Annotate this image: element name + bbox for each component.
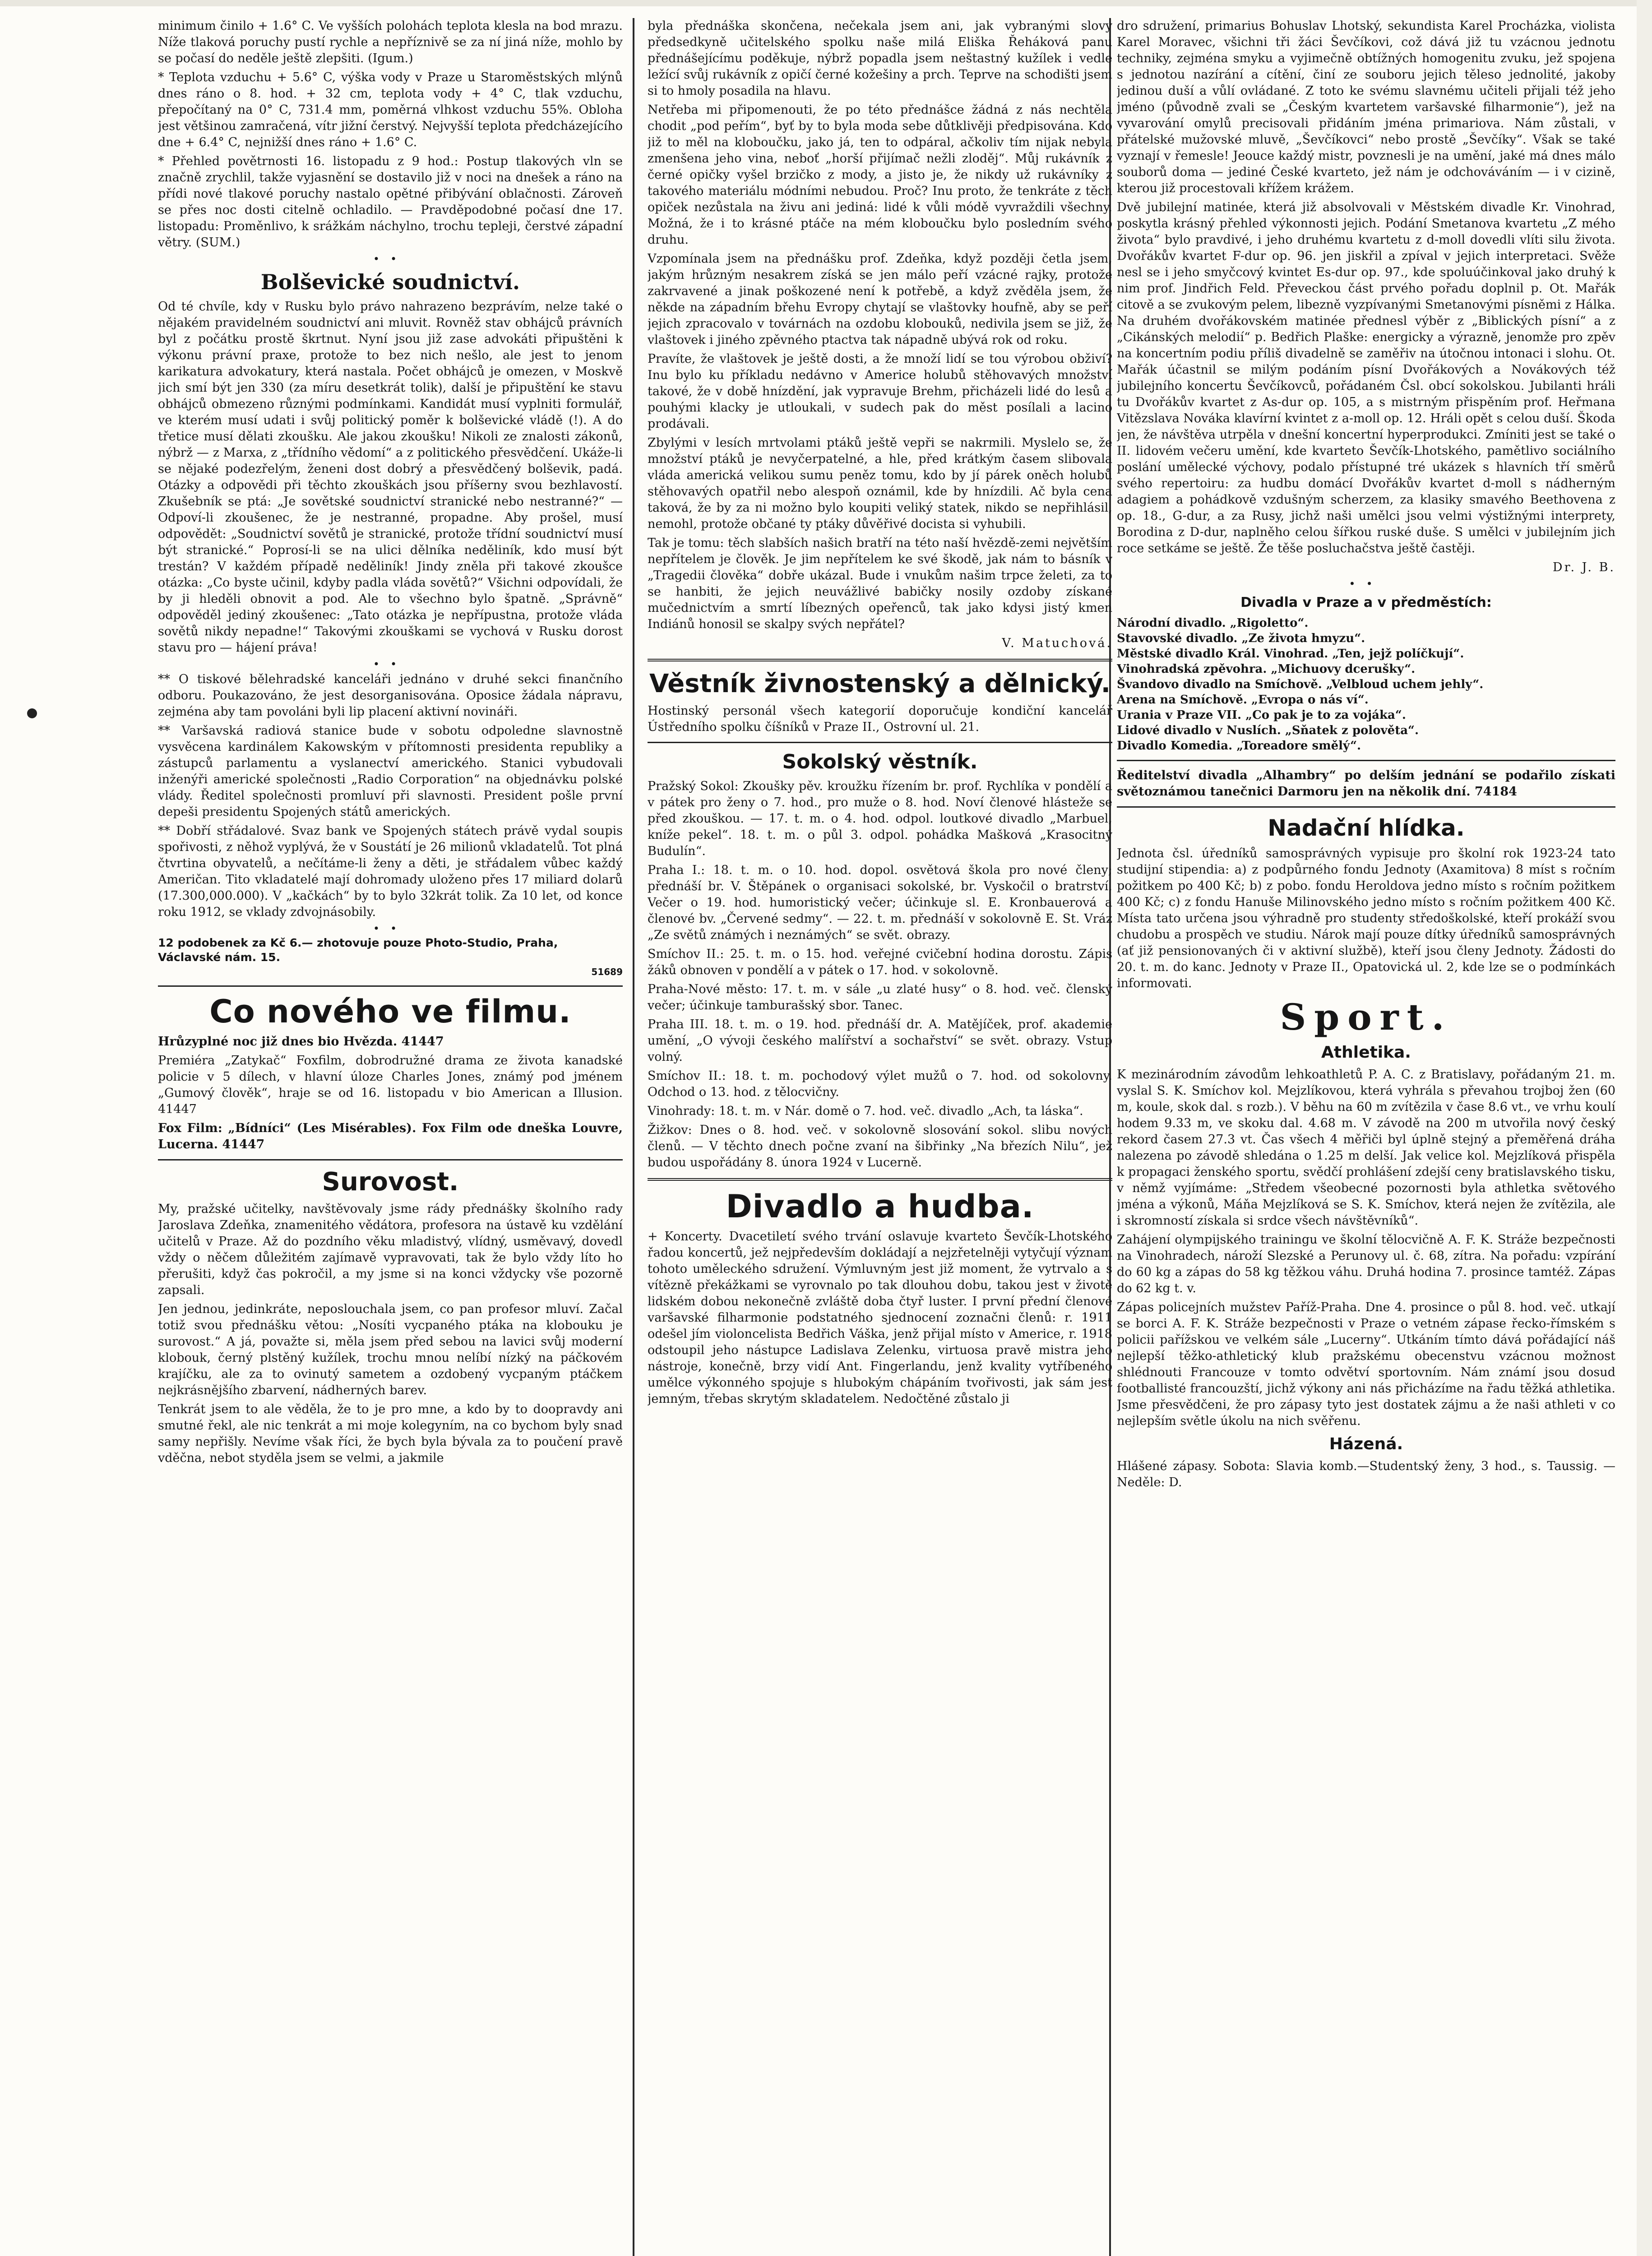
advertisement: Ředitelství divadla „Alhambry“ po delším jednání se podařilo získati světoznámou tanečnici Darmoru jen na několik dní. 74184 (1117, 768, 1615, 799)
theatre-listing: Arena na Smíchově. „Evropa o nás ví“. (1117, 693, 1369, 707)
divider (1117, 760, 1615, 761)
article-body: Netřeba mi připomenouti, že po této přednášce žádná z nás nechtěla chodit „pod peřím“, byť by to byla moda sebe důtklivěji předpisována. Kdo již to měl na kloboučku, jako já, ten to odpáral, ačkoliv tím nijak nebyla zmenšena jeho vina, neboť „horší přijímač nežli zloděj“. Můj rukávník z černé opičky vyšel brzičko z mody, a jisto je, že nikdy už rukávníky z takového materiálu módními nebudou. Proč? Inu proto, že tenkráte z těch opiček nezůstala na živu ani jediná: lidé k vůli módě vyvraždili všechny. Možná, že i to krásné ptáče na mém kloboučku bylo posledním svého druhu. (648, 103, 1112, 247)
section-headline: Sokolský věstník. (782, 750, 978, 773)
round-bullet-icon (27, 708, 37, 718)
divider (1117, 806, 1615, 808)
divider (158, 985, 623, 987)
article-body: Vzpomínala jsem na přednášku prof. Zdeňka, když později četla jsem, jakým hrůzným nesakrem získá se jen málo peří vzácné rajky, protože zakrvavené a jinak poškozené není k potřebě, a když zvěděla jsem, že někde na západním břehu Evropy chytají se vlaštovky houfně, aby se peří jejich zpracovalo v továrnách na ozdobu klobouků, nedivila jsem se již, že vlaštovek i jiného zpěvného ptactva tak nápadně ubývá rok od roku. (648, 252, 1112, 347)
dot-ornament-icon: •• (373, 253, 408, 265)
theatre-listing: Švandovo divadlo na Smíchově. „Velbloud uchem jehly“. (1117, 678, 1484, 691)
divider (158, 1159, 623, 1160)
film-item: Fox Film: „Bídníci“ (Les Misérables). Fox Film ode dneška Louvre, Lucerna. 41447 (158, 1121, 623, 1151)
column-left (158, 18, 623, 2256)
sokol-item: Pražský Sokol: Zkoušky pěv. kroužku řízením br. prof. Rychlíka v pondělí a v pátek pro ženy o 7. hod., pro muže o 8. hod. Noví členové hlásteže se před zkouškou. — 17. t. m. o 4. hod. odpol. loutkové divadlo „Marbuel, kníže pekel“. 18. t. m. o půl 3. odpol. pohádka Mašková „Krasocitný Budulín“. (648, 779, 1112, 858)
sokol-item: Smíchov II.: 25. t. m. o 15. hod. veřejné cvičební hodina dorostu. Zápis žáků obnoven v pondělí a v pátek o 17. hod. v sokolovně. (648, 947, 1112, 977)
article-body: K mezinárodním závodům lehkoathletů P. A. C. z Bratislavy, pořádaným 21. m. vyslal S. K. Smíchov kol. Mejzlíkovou, která vyhrála s převahou trojboj žen (60 m, koule, skok dal. s rozb.). V běhu na 60 m zvítězila v čase 8.6 vt., ve vrhu koulí hodem 9.33 m, ve skoku dal. 4.68 m. V závodě na 200 m utvořila nový český rekord časem 27.3 vt. Čas všech 4 měřiči byl úplně stejný a přeměřená dráha nalezena po závodě shledána o 1.25 m delší. Jak velice kol. Mejzlíková přispěla k propagaci ženského sportu, svědčí prohlášení zdejší ceny bratislavského tisku, v němž vyjímáme: „Středem všeobecné pozornosti byla athletka světového jména a výkonů, Máňa Mejzlíková se S. K. Smíchov, která nejen že zvítězila, ale i skromností získala si srdce všech návštěvníků“. (1117, 1068, 1615, 1228)
news-item: ** Varšavská radiová stanice bude v sobotu odpoledne slavnostně vysvěcena kardinálem Kakowským v přítomnosti presidenta republiky a zástupců parlamentu a vyslanectví amerického. Stanici vybudovali inženýři americké společnosti „Radio Corporation“ na objednávku polské vlády. Ředitel společnosti promluví při slavnosti. President pošle první depeši presidentu Spojených států amerických. (158, 724, 623, 819)
theatre-listing: Divadlo Komedia. „Toreadore smělý“. (1117, 739, 1361, 753)
scan-edge-top (0, 0, 1652, 6)
theatre-listing: Vinohradská zpěvohra. „Michuovy dcerušky“. (1117, 662, 1416, 676)
news-item: ** Dobří střádalové. Svaz bank ve Spojených státech právě vydal soupis spořivosti, z něhož vyplývá, že v Soustátí je 26 milionů vkladatelů. Tot plná čtvrtina obyvatelů, a nečítáme-li ženy a děti, je střádalem vůbec každý Američan. Tito vkladatelé mají dohromady uloženo přes 17 miliard dolarů (17.300,000.000). V „kačkách“ by to bylo 32krát tolik. Za 10 let, od konce roku 1912, se vklady zdvojnásobily. (158, 824, 623, 919)
article-body: byla přednáška skončena, nečekala jsem ani, jak vybranými slovy předsedkyně učitelského spolku naše milá Eliška Řeháková panu přednášejícímu poděkuje, nýbrž popadla jsem neštastný kužílek i vedle ležící svůj rukávník z opičí černé kožešiny a prch. Teprve na schodišti jsem si to hmoly posadila na hlavu. (648, 19, 1112, 98)
theatre-listing: Stavovské divadlo. „Ze života hmyzu“. (1117, 632, 1365, 645)
divider (648, 659, 1112, 661)
article-body: Tenkrát jsem to ale věděla, že to je pro mne, a kdo by to doopravdy ani smutné řekl, ale nic tenkrát a mi moje kolegyním, na co bychom byly snad samy nepřišly. Nevíme však říci, že bych byla bývala za to poučení pravě vděčna, nebot styděla jsem se velmi, a jakmile (158, 1402, 623, 1465)
sokol-item: Smíchov II.: 18. t. m. pochodový výlet mužů o 7. hod. od sokolovny. Odchod o 13. hod. z tělocvičny. (648, 1069, 1112, 1099)
article-headline: Surovost. (322, 1167, 459, 1197)
subsection-headline: Házená. (1329, 1435, 1403, 1453)
advertisement: 12 podobenek za Kč 6.— zhotovuje pouze Photo-Studio, Praha, Václavské nám. 15. (158, 936, 558, 964)
film-item: Premiéra „Zatykač“ Foxfilm, dobrodružné drama ze života kanadské policie v 5 dílech, v hlavní úloze Charles Jones, známý pod jménem „Gumový člověk“, hraje se od 16. listopadu v bio American a Illusion. 41447 (158, 1054, 623, 1116)
divider (648, 1178, 1112, 1181)
article-body: Od té chvíle, kdy v Rusku bylo právo nahrazeno bezprávím, nelze také o nějakém pravidelném soudnictví ani mluvit. Rovněž stav obhájců právních byl z počátku prostě škrtnut. Nyní jsou již zase advokáti připuštěni k výkonu právní praxe, protože to bez nich nešlo, ale jest to jenom karikatura advokatury, která nastala. Počet obhájců je omezen, v Moskvě jich smí být jen 330 (za míru desetkrát tolik), další je připuštění ke stavu obhájců obmezeno různými podmínkami. Kandidát musí vyplniti formulář, ve kterém musí udati i svůj politický poměr k bolševické vládě (!). A do třetice musí dělati zkoušku. Ale jakou zkoušku! Nikoli ze znalosti zákonů, nýbrž — z Marxa, z „třídního vědomí“ a z politického přesvědčení. Ukáže-li se nějaké podezřelým, ženeni dost dobrý a přesvědčený bolševik, padá. Otázky a odpovědi při těchto zkouškách jsou příšerny svou bezhlavostí. Zkušebník se ptá: „Je sovětské soudnictví stranické nebo nestranné?“ — Odpoví-li zkoušenec, že je nestranné, propadne. Aby prošel, musí odpovědět: „Soudnictví sovětů je stranické, protože třídní soudnictví musí být stranické.“ Poprosí-li se na ulici dělníka neděliník, kdo musí být trestán? V každém případě neděliník! Jindy zněla při takové zkoušce otázka: „Co byste učinil, kdyby padla vláda sovětů?“ Všichni odpovídali, že by ji hleděli obnovit a pod. Ale to všechno bylo špatně. „Správně“ odpověděl jediný zkoušenec: „Tato otázka je nepřípustna, protože vláda sovětů nikdy nepadne!“ Takovými zkouškami se vychová v Rusku dorost stavu pro — hájení práva! (158, 300, 623, 655)
dot-ornament-icon: •• (1349, 578, 1384, 590)
scan-edge-right (1637, 0, 1652, 2256)
weather-report: minimum činilo + 1.6° C. Ve vyšších polohách teplota klesla na bod mrazu. Níže tlaková poruchy pustí rychle a nepříznivě se za ní jiná níže, mohlo by se počasí do neděle ještě zlepšiti. (Igum.) (158, 19, 623, 65)
weather-report: * Teplota vzduchu + 5.6° C, výška vody v Praze u Staroměstských mlýnů dnes ráno o 8. hod. + 32 cm, teplota vody + 4° C, tlak vzduchu, přepočítaný na 0° C, 731.4 mm, poměrná vlhkost vzduchu 55%. Obloha jest většinou zamračená, vítr jižní čerstvý. Nejvyšší teplota předcházejícího dne + 6.4° C, nejnižší dnes ráno + 1.6° C. (158, 70, 623, 149)
sokol-item: Praha I.: 18. t. m. o 10. hod. dopol. osvětová škola pro nové členy; přednáší br. V. Štěpánek o organisaci sokolské, br. Vyskočil o bratrství. Večer o 19. hod. humoristický večer; účinkuje sl. E. Kronbauerová a členové bv. „Červené sedmy“. — 22. t. m. přednáší v sokolovně E. St. Vráz „Ze světů známých i neznámých“ se svět. obrazy. (648, 863, 1112, 942)
theatre-listing: Národní divadlo. „Rigoletto“. (1117, 616, 1309, 630)
divider (648, 742, 1112, 743)
article-body: My, pražské učitelky, navštěvovaly jsme rády přednášky školního rady Jaroslava Zdeňka, znamenitého vědátora, profesora na ústavě ku vzdělání učitelů v Praze. Až do pozdního věku mladistvý, vlídný, usměvavý, dovedl vždy o něčem důležitém zajímavě vypravovati, tak že bylo vždy líto ho přerušiti, když čas pokročil, a my jsme si na konci vždycky vše pozorně zapsali. (158, 1202, 623, 1297)
article-body: Jednota čsl. úředníků samosprávných vypisuje pro školní rok 1923-24 tato studijní stipendia: a) z podpůrného fondu Jednoty (Axamitova) 8 míst s ročním požitkem po 400 Kč; b) z pobo. fondu Heroldova jedno místo s ročním požitkem 400 Kč; c) z fondu Hanuše Milinovského jedno místo s ročním požitkem 400 Kč. Místa tato určena jsou výhradně pro studenty středoškolské, kteří prokáží svou chudobu a prospěch ve studiu. Nárok mají pouze dítky úředníků samosprávných (ať již pensionovaných či v aktivní službě), kteří jsou členy Jednoty. Žádosti do 20. t. m. do kanc. Jednoty v Praze II., Opatovická ul. 2, kde lze se o podmínkách informovati. (1117, 846, 1615, 990)
sokol-item: Praha III. 18. t. m. o 19. hod. přednáší dr. A. Matějíček, prof. akademie umění, „O vývoji českého malířství a sochařství“ se svět. obrazy. Vstup volný. (648, 1017, 1112, 1064)
sokol-item: Praha-Nové město: 17. t. m. v sále „u zlaté husy“ o 8. hod. več. členský večer; účinkuje tamburašský sbor. Tanec. (648, 982, 1112, 1012)
article-body: Dvě jubilejní matinée, která již absolvovali v Městském divadle Kr. Vinohrad, poskytla krásný přehled výkonnosti jejich. Podání Smetanova kvartetu „Z mého života“ bylo pravdivé, i jeho druhému kvartetu z d-moll dovedli vlíti silu života. Dvořákův kvartet F-dur op. 96. jen jiskřil a zpíval v jejich interpretaci. Svěže nesl se i jeho smyčcový kvintet Es-dur op. 97., kde spoluúčinkoval jako druhý k nim prof. Jindřich Feld. Převeckou část prvého pořadu doplnil p. Ot. Mařák citově a se zvukovým pelem, libezně vyzpívanými Smetanovými písněmi z Hálka. Na druhém dvořákovském matinée přednesl výběr z „Biblických písní“ a z „Cikánských melodií“ p. Bedřich Plaške: energicky a výrazně, jenomže pro zpěv na koncertním podiu příliš divadelně se zaměřiv na útočnou intonaci i slohu. Ot. Mařák účastnil se milým podáním písní Dvořákových a Novákových též jubilejního koncertu Ševčíkovců, pořádaném Čsl. obcí sokolskou. Jubilanti hráli tu Dvořákův kvartet z As-dur op. 105, a s mistrným přispěním prof. Heřmana Vitězslava Nováka klavírní kvintet z a-moll op. 12. Hráli opět s celou duší. Škoda jen, že návštěva utrpěla v dnešní koncertní hyperprodukci. Zmíniti jest se také o II. lidovém večeru umění, kde kvarteto Ševčík-Lhotského, pamětlivo sociálního poslání umělecké výchovy, podalo přístupné tré ukázek s hlavních tří směrů svého repertoiru: za hudbu domácí Dvořákův kvartet d-moll s nádherným adagiem a pohádkově vzdušným scherzem, za klasiky smavého Beethovena z op. 18., G-dur, a za Rusy, jichž naši umělci jsou velmi výstižnými interprety, Borodina z D-dur, naplněho celou šířkou ruské duše. S umělci v jubilejním jich roce setkáme se ještě. Že těše posluchačstva ještě častěji. (1117, 200, 1615, 555)
theatre-listing: Urania v Praze VII. „Co pak je to za vojáka“. (1117, 708, 1406, 722)
sokol-item: Žižkov: Dnes o 8. hod. več. v sokolovně slosování sokol. slibu nových členů. — V těchto dnech počne zvaní na šibřinky „Na březích Nilu“, jež budou uspořádány 8. února 1924 v Lucerně. (648, 1123, 1112, 1170)
article-body: Zbylými v lesích mrtvolami ptáků ještě vepři se nakrmili. Myslelo se, že množství ptáků je nevyčerpatelné, a hle, před krátkým časem slibovala vláda americká velikou sumu peněz tomu, kdo by jí párek oněch holubů stěhovavých opatřil nebo alespoň oznámil, kde by hnízdili. Ač byla cena taková, že by za ni možno bylo koupiti veliký statek, nikdo se nepřihlásil, nemohl, protože občané ty ptáky důvěřivé docista si vyhubili. (648, 436, 1112, 531)
article-body: Jen jednou, jedinkráte, neposlouchala jsem, co pan profesor mluví. Začal totiž svou přednášku větou: „Nosíti vycpaného ptáka na klobouku je surovost.“ A já, považte si, měla jsem před sebou na lavici svůj moderní klobouk, černý plstěný kužílek, trochu mnou nelíbí nízký na páčkovém krajíčku, ale za to ovinutý sametem a ozdobený vycpaným ptáčkem nejkrásnějšího zbarvení, nádherných barev. (158, 1302, 623, 1397)
theatre-listing: Lidové divadlo v Nuslích. „Sňatek z polověta“. (1117, 724, 1419, 737)
column-middle (648, 18, 1112, 2256)
article-body: Hlášené zápasy. Sobota: Slavia komb.—Studentský ženy, 3 hod., s. Taussig. — Neděle: D. (1117, 1459, 1615, 1489)
section-headline: Divadlo a hudba. (726, 1188, 1034, 1225)
article-body: Zahájení olympijského trainingu ve školní tělocvičně A. F. K. Stráže bezpečnosti na Vinohradech, nároží Slezské a Perunovy ul. č. 68, zítra. Na pořadu: vzpírání do 60 kg a zápas do 58 kg těžkou váhu. Druhá hodina 7. prosince tamtéž. Zápas do 62 kg t. v. (1117, 1233, 1615, 1295)
dot-ornament-icon: •• (373, 922, 408, 935)
theatre-listing: Městské divadlo Král. Vinohrad. „Ten, jejž políčkují“. (1117, 647, 1464, 661)
section-headline: Věstník živnostenský a dělnický. (649, 669, 1111, 698)
section-headline: Co nového ve filmu. (209, 993, 571, 1030)
article-headline: Bolševické soudnictví. (260, 270, 520, 294)
author-signature: Dr. J. B. (1552, 560, 1615, 574)
article-body: dro sdružení, primarius Bohuslav Lhotský, sekundista Karel Procházka, violista Karel Moravec, všichni tři žáci Ševčíkovi, což dává již tu vzácnou jednotu techniky, zejména smyku a vyjimečně obtížných homogenitu zvuku, jež spojena s jednotou nazírání a cítění, činí ze souboru jejich těleso jednolité, jakoby jedinou duší a vůlí ovládané. Z toto ke svému slavnému učiteli přijali též jeho jméno (původně zvali se „Českým kvartetem varšavské filharmonie“), jež na vyvarování omylů precisovali přidáním jména primariova. Nám zůstali, v přátelské mužovské mluvě, „Ševčíkovci“ nebo prostě „Ševčíky“. Však se také vyznají v řemesle! Jeouce každý mistr, povznesli je na umění, jaké má dnes málo souborů doma — jediné České kvarteto, jež nám je odchováváním — i v cizině, kterou již procestovali křížem krážem. (1117, 19, 1615, 195)
dot-ornament-icon: •• (373, 658, 408, 670)
article-body: Zápas policejních mužstev Paříž-Praha. Dne 4. prosince o půl 8. hod. več. utkají se borci A. F. K. Stráže bezpečnosti v Praze o vetném zápase řecko-římském s policii pařížskou ve velkém sále „Lucerny“. Utkáním tímto dává pořádající náš nejlepší těžko-athletický klub pražskému obecenstvu vzácnou možnost shlédnouti Francouze v tomto odvětví sportovním. Nám známí jsou dosud footballisté francouzští, jichž výkony ani nás přicházíme na řadu těžká athletika. Jsme přesvědčeni, že pro zápasy tyto jest dostatek zájmu a že naši athleti v co nejlepším světle úkolu na nich svěřenu. (1117, 1300, 1615, 1428)
film-item: Hrůzyplné noc již dnes bio Hvězda. 41447 (158, 1035, 444, 1049)
section-headline: Sport. (1280, 996, 1453, 1038)
article-body: Pravíte, že vlaštovek je ještě dosti, a že množí lidí se tou výrobou obživí? Inu bylo ku příkladu nedávno v Americe holubů stěhovavých množství takové, že v době hnízdění, jak vypravuje Brehm, přicházeli lidé do lesů a pouhými klacky je utloukali, v sudech pak do měst posílali a lacino prodávali. (648, 352, 1112, 431)
news-item: Hostinský personál všech kategorií doporučuje kondiční kancelář Ústředního spolku číšníků v Praze II., Ostrovní ul. 21. (648, 704, 1112, 734)
article-body: + Koncerty. Dvacetiletí svého trvání oslavuje kvarteto Ševčík-Lhotského řadou koncertů, jež nejpředevším dokládají a nejzřetelněji vytyčují význam tohoto uměleckého sdružení. Výmluvným jest již moment, že vytrvalo a s vítězně překážkami se vyrovnalo po tak dlouhou dobu, takou jest v životě lidském dobou nekonečně zvláště doba čtyř luster. I první přední členové varšavské filharmonie podstatného sjednocení zoznačni členů: r. 1911 odešel jím violoncelista Bedřich Váška, jenž přijal místo v Americe, r. 1918 odstoupil jeho nástupce Ladislava Zelenku, virtuosa pravě mistra jeho nástroje, konečně, brzy vidí Ant. Fingerlandu, jenž kvality vytříbeného umělce výkonného spojuje s hlubokým chápáním tvořivosti, jak sám jest jemným, třebas skrytým skladatelem. Nedočtěné zůstalo ji (648, 1230, 1112, 1406)
subsection-headline: Athletika. (1321, 1043, 1411, 1062)
section-headline: Nadační hlídka. (1268, 815, 1465, 841)
author-signature: V. Matuchová. (1002, 636, 1112, 650)
weather-forecast: * Přehled povětrnosti 16. listopadu z 9 hod.: Postup tlakových vln se značně zrychlil, takže vyjasnění se dostavilo již v noci na dnešek a ráno na přídi nové tlakové poruchy nastalo opětné přibývání oblačnosti. Zároveň se přes noc dosti citelně ochladilo. — Pravděpodobné počasí dne 17. listopadu: Proměnlivo, k srážkám náchylno, trochu tepleji, čerstvé západní větry. (SUM.) (158, 154, 623, 250)
ad-number: 51689 (591, 966, 623, 977)
news-item: ** O tiskové bělehradské kanceláři jednáno v druhé sekci finančního odboru. Poukazováno, že jest desorganisována. Oposice žádala nápravu, zejména aby tam povoláni byli lip placení aktivní novináři. (158, 672, 623, 719)
sokol-item: Vinohrady: 18. t. m. v Nár. domě o 7. hod. več. divadlo „Ach, ta láska“. (648, 1104, 1083, 1118)
column-rule (633, 18, 634, 2256)
column-right (1117, 18, 1615, 2256)
article-body: Tak je tomu: těch slabších našich bratří na této naší hvězdě-zemi největším nepřítelem je člověk. Je jim nepřítelem ke své škodě, jak nám to básník v „Tragedii člověka“ dobře ukázal. Bude i vnukům našim trpce želeti, za to se hanbiti, že jejich neuvážlivé babičky nosily ozdoby získané mučednictvím a smrtí líbezných opeřenců, tak jako kdysi jistý kmen Indiánů honosil se skalpy svých nepřátel? (648, 536, 1112, 631)
section-headline: Divadla v Praze a v předměstích: (1240, 595, 1492, 610)
